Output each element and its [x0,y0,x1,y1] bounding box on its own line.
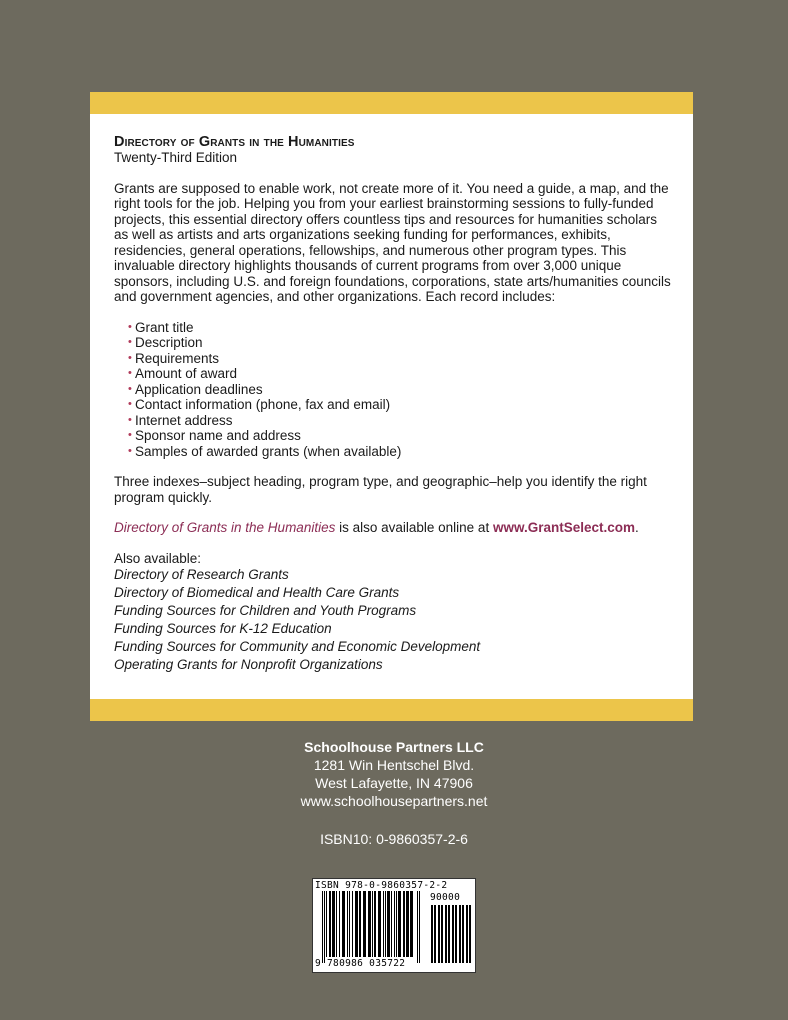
list-item: • Application deadlines [128,382,674,398]
barcode-bar [466,905,468,963]
barcode-bar [336,891,337,957]
barcode-bar [448,905,450,963]
barcode-bar [359,891,361,957]
barcode-bar [462,905,464,963]
top-accent-band [90,92,693,114]
barcode-bar [455,905,457,963]
indexes-paragraph: Three indexes–subject heading, program type, and geographic–help you identify the right program quickly. [114,474,647,505]
barcode-bar [372,891,373,957]
barcode-bar [363,891,366,957]
barcode-bar [326,891,327,957]
list-item: Funding Sources for K-12 Education [114,621,332,636]
barcode-bar [396,891,397,957]
barcode-bar [434,905,436,963]
book-description: Grants are supposed to enable work, not create more of it. You need a guide, a map, and the right tools for the job. Helping you from your earliest brainstorming sessions to fully-funded projects, this essential directory offers countless tips and resources for humanities scholars as well as artists and arts organizations seeking funding for performances, exhibits, residencies, general operations, fellowships, and numerous other program types. This invaluable directory highlights thousands of current programs from over 3,000 unique sponsors, including U.S. and foreign foundations, corporations, state arts/humanities councils and government agencies, and other organizations. Each record includes: [114,180,671,304]
list-item: Funding Sources for Community and Economic Development [114,639,481,654]
barcode-bar [383,891,384,957]
online-period: . [635,520,639,535]
publisher-name: Schoolhouse Partners LLC [304,739,484,755]
list-item: • Amount of award [128,366,674,382]
online-availability [114,520,674,536]
list-item: Operating Grants for Nonprofit Organizations [114,657,383,672]
cover-content [114,134,674,674]
barcode-bar [347,891,348,957]
book-edition: Twenty-Third Edition [114,150,238,165]
barcode-bar [469,905,471,963]
list-item: • Internet address [128,413,674,429]
barcode-bar [378,891,381,957]
barcode-bar [349,891,350,957]
list-item: • Contact information (phone, fax and email) [128,397,674,413]
grantselect-link[interactable]: www.GrantSelect.com [492,520,635,535]
barcode-bar [385,891,386,957]
barcode-bar [459,905,461,963]
barcode-bar [419,891,420,963]
barcode-bar [403,891,405,957]
barcode-bar [441,905,443,963]
online-text: is also available online at [335,520,493,535]
barcode-bar [342,891,345,957]
barcode-bar [355,891,358,957]
isbn10-text: ISBN10: 0-9860357-2-6 [320,831,468,847]
list-item: Funding Sources for Children and Youth Programs [114,603,417,618]
barcode-bar [445,905,447,963]
barcode-bar [431,905,433,963]
barcode-bar [406,891,409,957]
back-cover-panel [90,92,693,721]
barcode-bar [322,891,323,963]
barcode-bar [324,891,325,963]
barcode-addon-number: 90000 [430,892,461,903]
book-title: Directory of Grants in the Humanities [114,134,355,150]
also-available-list [114,566,674,674]
barcode-number: 9 780986 035722 [315,958,406,969]
online-book-title: Directory of Grants in the Humanities [114,520,336,535]
bottom-accent-band [90,699,693,721]
list-item: Directory of Research Grants [114,567,289,582]
list-item: Directory of Biomedical and Health Care Grants [114,585,400,600]
list-item: • Description [128,335,674,351]
list-item: • Requirements [128,351,674,367]
feature-list [114,320,674,460]
list-item: • Sponsor name and address [128,428,674,444]
publisher-street: 1281 Win Hentschel Blvd. [313,757,475,773]
barcode-bar [438,905,440,963]
barcode-bar [417,891,418,963]
barcode-bar [339,891,340,957]
barcode-bar [391,891,392,957]
barcode-isbn-line: ISBN 978-0-9860357-2-2 [315,880,448,891]
also-available-heading: Also available: [114,550,202,566]
barcode-bar [387,891,390,957]
barcode-bar [368,891,371,957]
isbn-barcode [312,878,476,973]
list-item: • Grant title [128,320,674,336]
barcode-bar [374,891,376,957]
list-item: • Samples of awarded grants (when available) [128,444,674,460]
barcode-bar [394,891,395,957]
publisher-city: West Lafayette, IN 47906 [315,775,473,791]
publisher-website[interactable]: www.schoolhousepartners.net [300,793,488,809]
barcode-bar [332,891,335,957]
barcode-bar [329,891,331,957]
barcode-bar [410,891,413,957]
barcode-bar [452,905,454,963]
publisher-block [0,738,788,810]
barcode-bar [352,891,353,957]
barcode-bar [398,891,401,957]
